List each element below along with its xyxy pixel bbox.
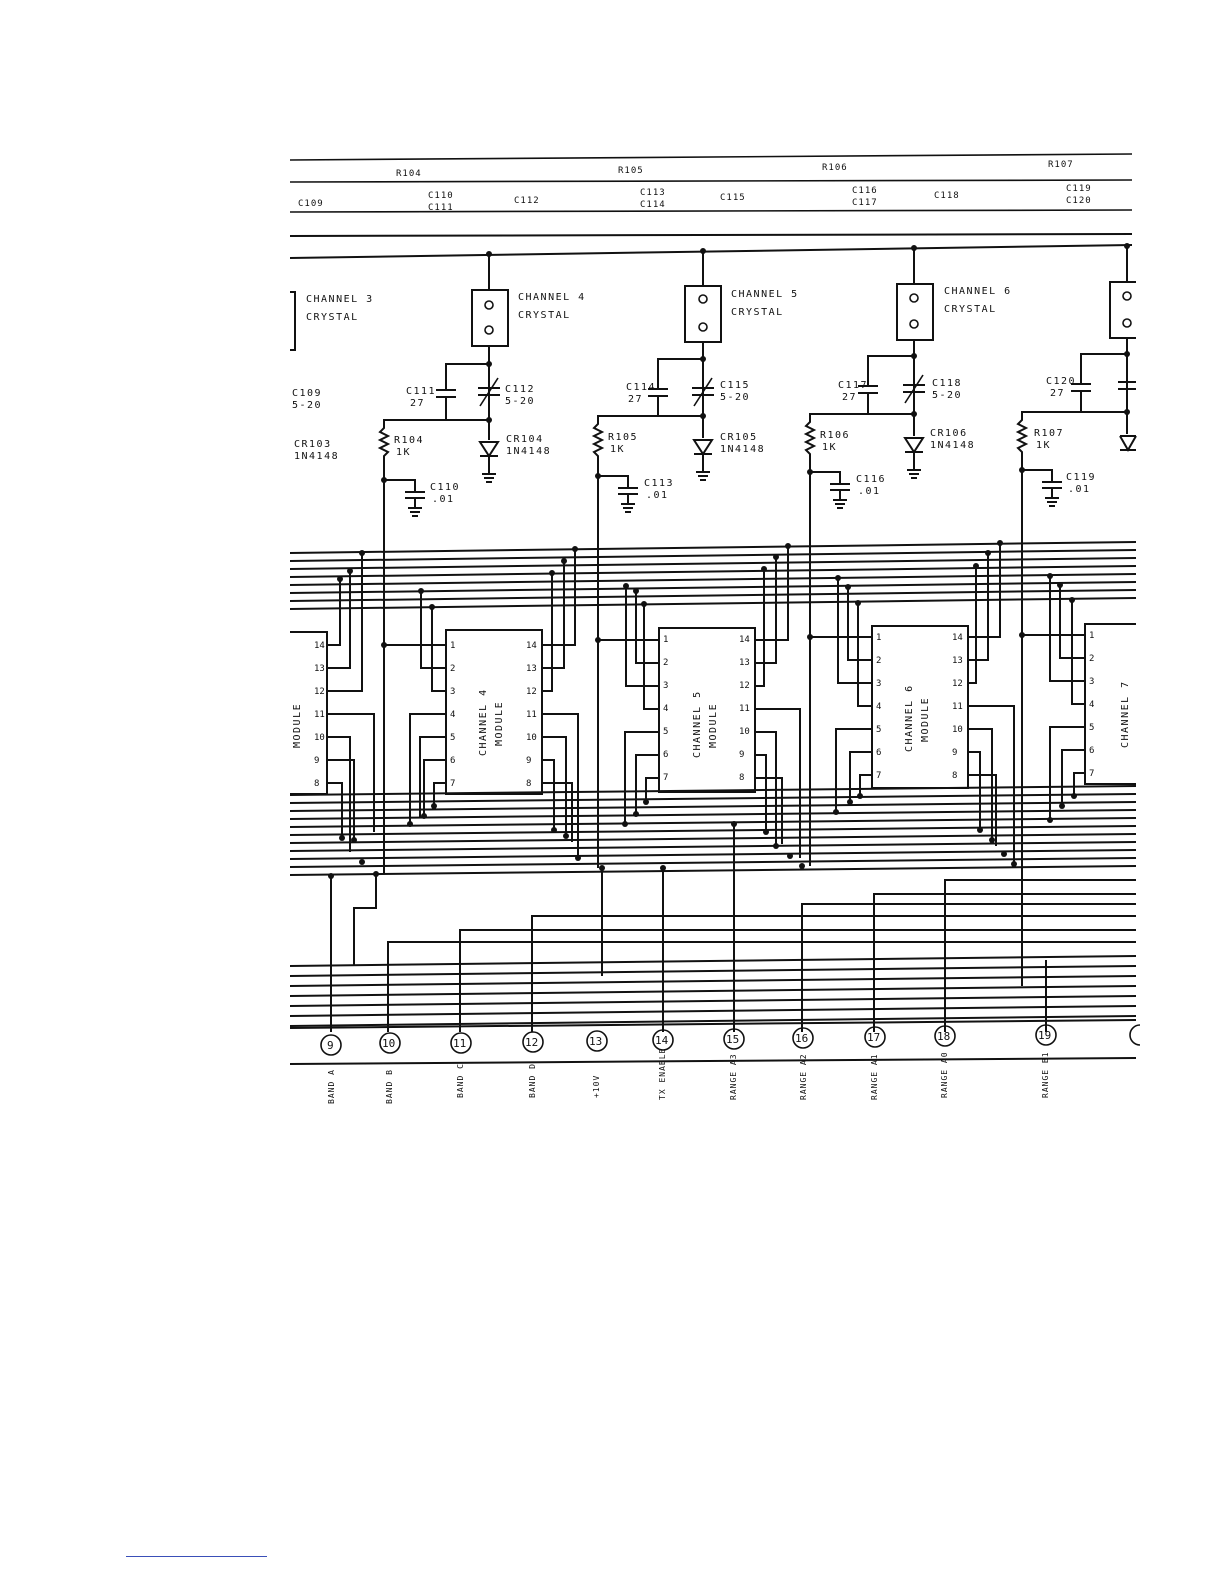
m5-pin-14: 14 xyxy=(739,635,750,645)
c119-value: .01 xyxy=(1068,484,1091,495)
connector-10-num: 10 xyxy=(382,1037,396,1050)
crystal-5-label-2: CRYSTAL xyxy=(731,307,784,318)
r106-value: 1K xyxy=(822,442,838,453)
m4-pin-14: 14 xyxy=(526,641,537,651)
signal-label-tx-enable: TX ENABLE xyxy=(658,1047,667,1100)
header-c109: C109 xyxy=(298,199,324,209)
m5-pin-3: 3 xyxy=(663,681,669,691)
m5-pin-7: 7 xyxy=(663,773,669,783)
m6-pin-4: 4 xyxy=(876,702,882,712)
header-c117: C117 xyxy=(852,198,878,208)
m5-pin-11: 11 xyxy=(739,704,750,714)
m5-pin-2: 2 xyxy=(663,658,669,668)
m4-pin-10: 10 xyxy=(526,733,537,743)
m6-pin-7: 7 xyxy=(876,771,882,781)
connector-12-num: 12 xyxy=(525,1036,539,1049)
crystal-6-label-2: CRYSTAL xyxy=(944,304,997,315)
m6-pin-13: 13 xyxy=(952,656,963,666)
c113-value: .01 xyxy=(646,490,669,501)
header-c110: C110 xyxy=(428,191,454,201)
cr104-ref: CR104 xyxy=(506,434,544,445)
c120-ref: C120 xyxy=(1046,376,1077,387)
m6-pin-14: 14 xyxy=(952,633,963,643)
header-r104: R104 xyxy=(396,169,422,179)
m6-pin-11: 11 xyxy=(952,702,963,712)
r104-ref: R104 xyxy=(394,435,425,446)
header-r105: R105 xyxy=(618,166,644,176)
connector-15-num: 15 xyxy=(726,1033,740,1046)
c111-ref: C111 xyxy=(406,386,437,397)
c119-ref: C119 xyxy=(1066,472,1097,483)
partial-pin-12: 12 xyxy=(314,687,325,697)
c112-value: 5-20 xyxy=(505,396,536,407)
m4-pin-8: 8 xyxy=(526,779,532,789)
connector-13-num: 13 xyxy=(589,1035,603,1048)
m4-pin-3: 3 xyxy=(450,687,456,697)
signal-label-band-d: BAND D xyxy=(528,1063,537,1098)
c114-ref: C114 xyxy=(626,382,657,393)
signal-label-range-a0: RANGE A0 xyxy=(940,1051,949,1098)
m5-pin-4: 4 xyxy=(663,704,669,714)
crystal-3-label-2: CRYSTAL xyxy=(306,312,359,323)
m6-pin-8: 8 xyxy=(952,771,958,781)
header-table xyxy=(290,154,1132,213)
lower-bus xyxy=(290,786,1136,875)
signal-label-band-a: BAND A xyxy=(327,1069,336,1104)
r105-ref: R105 xyxy=(608,432,639,443)
m4-pin-2: 2 xyxy=(450,664,456,674)
module-4-sub: MODULE xyxy=(494,700,505,746)
partial-pin-10: 10 xyxy=(314,733,325,743)
c109-ref: C109 xyxy=(292,388,323,399)
m7-pin-6: 6 xyxy=(1089,746,1095,756)
cr103-value: 1N4148 xyxy=(294,451,340,462)
signal-label-band-c: BAND C xyxy=(456,1063,465,1098)
r105-value: 1K xyxy=(610,444,626,455)
partial-module-label: MODULE xyxy=(292,702,303,748)
cr104-value: 1N4148 xyxy=(506,446,552,457)
c110-ref: C110 xyxy=(430,482,461,493)
m7-pin-1: 1 xyxy=(1089,631,1095,641)
signal-label-range-a3: RANGE A3 xyxy=(729,1053,738,1100)
crystal-4 xyxy=(472,290,508,346)
r104-value: 1K xyxy=(396,447,412,458)
m5-pin-1: 1 xyxy=(663,635,669,645)
module-6-name: CHANNEL 6 xyxy=(904,684,915,752)
footnote-rule xyxy=(126,1556,267,1557)
connector-17-num: 17 xyxy=(867,1031,881,1044)
channel-7-oscillator xyxy=(1018,243,1136,506)
m4-pin-4: 4 xyxy=(450,710,456,720)
m4-pin-5: 5 xyxy=(450,733,456,743)
c116-ref: C116 xyxy=(856,474,887,485)
signal-label-range-a1: RANGE A1 xyxy=(870,1053,879,1100)
connector-18-num: 18 xyxy=(937,1030,951,1043)
signal-label-band-b: BAND B xyxy=(385,1069,394,1104)
channel-3-partial xyxy=(290,292,374,462)
c110-value: .01 xyxy=(432,494,455,505)
connector-9-num: 9 xyxy=(327,1039,334,1052)
m5-pin-13: 13 xyxy=(739,658,750,668)
crystal-4-label-1: CHANNEL 4 xyxy=(518,292,586,303)
m6-pin-5: 5 xyxy=(876,725,882,735)
header-c112: C112 xyxy=(514,196,540,206)
module-5-name: CHANNEL 5 xyxy=(692,690,703,758)
r107-value: 1K xyxy=(1036,440,1052,451)
m7-pin-5: 5 xyxy=(1089,723,1095,733)
connector-19-num: 19 xyxy=(1038,1029,1052,1042)
partial-pin-8: 8 xyxy=(314,779,320,789)
c111-value: 27 xyxy=(410,398,426,409)
m4-pin-9: 9 xyxy=(526,756,532,766)
module-6-sub: MODULE xyxy=(920,696,931,742)
header-c111: C111 xyxy=(428,203,454,213)
m6-pin-12: 12 xyxy=(952,679,963,689)
c118-ref: C118 xyxy=(932,378,963,389)
crystal-3-label-1: CHANNEL 3 xyxy=(306,294,374,305)
upper-bus xyxy=(290,542,1136,609)
c117-value: 27 xyxy=(842,392,858,403)
m4-pin-7: 7 xyxy=(450,779,456,789)
connector-14-num: 14 xyxy=(655,1034,669,1047)
crystal-6 xyxy=(897,284,933,340)
signal-label-plus-10v: +10V xyxy=(592,1074,601,1098)
connector-16-num: 16 xyxy=(795,1032,809,1045)
header-c118: C118 xyxy=(934,191,960,201)
c109-value: 5-20 xyxy=(292,400,323,411)
header-c115: C115 xyxy=(720,193,746,203)
crystal-6-label-1: CHANNEL 6 xyxy=(944,286,1012,297)
c120-value: 27 xyxy=(1050,388,1066,399)
m5-pin-10: 10 xyxy=(739,727,750,737)
header-c120: C120 xyxy=(1066,196,1092,206)
header-r106: R106 xyxy=(822,163,848,173)
connector-strip xyxy=(290,1020,1140,1064)
m6-pin-6: 6 xyxy=(876,748,882,758)
channel-5-oscillator xyxy=(594,248,799,512)
c117-ref: C117 xyxy=(838,380,869,391)
module-channel-4 xyxy=(381,546,581,861)
partial-pin-14: 14 xyxy=(314,641,325,651)
m5-pin-12: 12 xyxy=(739,681,750,691)
m5-pin-6: 6 xyxy=(663,750,669,760)
signal-label-range-b1: RANGE B1 xyxy=(1041,1051,1050,1098)
header-c114: C114 xyxy=(640,200,666,210)
m6-pin-9: 9 xyxy=(952,748,958,758)
m6-pin-10: 10 xyxy=(952,725,963,735)
signal-label-range-a2: RANGE A2 xyxy=(799,1053,808,1100)
r107-ref: R107 xyxy=(1034,428,1065,439)
header-c113: C113 xyxy=(640,188,666,198)
crystal-4-label-2: CRYSTAL xyxy=(518,310,571,321)
m5-pin-9: 9 xyxy=(739,750,745,760)
module-channel-6 xyxy=(807,540,1014,864)
connector-20-partial xyxy=(1130,1025,1140,1045)
channel-6-oscillator xyxy=(806,245,1012,508)
partial-pin-9: 9 xyxy=(314,756,320,766)
cr105-value: 1N4148 xyxy=(720,444,766,455)
cr105-ref: CR105 xyxy=(720,432,758,443)
header-c119: C119 xyxy=(1066,184,1092,194)
c113-ref: C113 xyxy=(644,478,675,489)
m4-pin-12: 12 xyxy=(526,687,537,697)
c115-value: 5-20 xyxy=(720,392,751,403)
m4-pin-13: 13 xyxy=(526,664,537,674)
m7-pin-2: 2 xyxy=(1089,654,1095,664)
header-r107: R107 xyxy=(1048,160,1074,170)
module-channel-5 xyxy=(595,543,800,859)
channel-4-oscillator xyxy=(380,251,586,516)
header-c116: C116 xyxy=(852,186,878,196)
m6-pin-3: 3 xyxy=(876,679,882,689)
c114-value: 27 xyxy=(628,394,644,405)
c115-ref: C115 xyxy=(720,380,751,391)
m4-pin-1: 1 xyxy=(450,641,456,651)
m6-pin-1: 1 xyxy=(876,633,882,643)
cr103-ref: CR103 xyxy=(294,439,332,450)
c112-ref: C112 xyxy=(505,384,536,395)
module-5-sub: MODULE xyxy=(708,702,719,748)
r106-ref: R106 xyxy=(820,430,851,441)
signal-routing xyxy=(290,470,1136,1032)
connector-labels xyxy=(327,1048,1050,1104)
m4-pin-11: 11 xyxy=(526,710,537,720)
cr106-ref: CR106 xyxy=(930,428,968,439)
m7-pin-7: 7 xyxy=(1089,769,1095,779)
m6-pin-2: 2 xyxy=(876,656,882,666)
connector-11-num: 11 xyxy=(453,1037,467,1050)
m4-pin-6: 6 xyxy=(450,756,456,766)
cr106-value: 1N4148 xyxy=(930,440,976,451)
c116-value: .01 xyxy=(858,486,881,497)
m7-pin-4: 4 xyxy=(1089,700,1095,710)
c118-value: 5-20 xyxy=(932,390,963,401)
crystal-5-label-1: CHANNEL 5 xyxy=(731,289,799,300)
module-7-name: CHANNEL 7 xyxy=(1120,680,1131,748)
m5-pin-5: 5 xyxy=(663,727,669,737)
module-4-name: CHANNEL 4 xyxy=(478,688,489,756)
m5-pin-8: 8 xyxy=(739,773,745,783)
supply-rails xyxy=(290,234,1132,258)
m7-pin-3: 3 xyxy=(1089,677,1095,687)
partial-pin-13: 13 xyxy=(314,664,325,674)
partial-pin-11: 11 xyxy=(314,710,325,720)
